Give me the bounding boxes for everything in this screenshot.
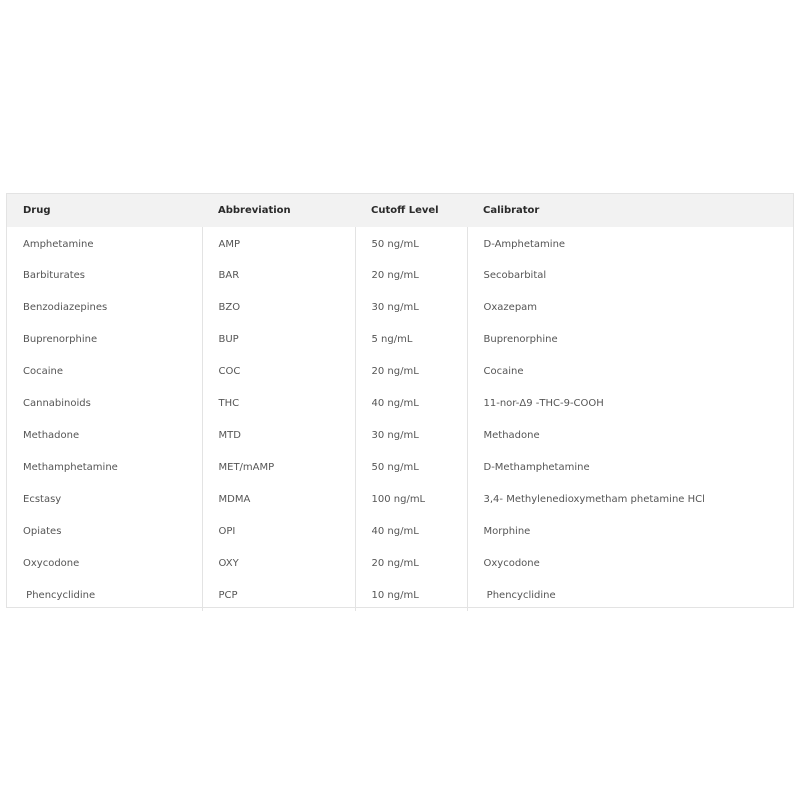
header-cutoff-level: Cutoff Level [371,205,439,216]
table-row [7,451,793,483]
cell-cutoff: 50 ng/mL [355,227,467,259]
cell-drug: Ecstasy [23,493,62,505]
cell-abbreviation: COC [202,355,355,387]
cell-cutoff: 30 ng/mL [355,291,467,323]
cell-calibrator: Phencyclidine [467,579,793,611]
cell-abbreviation: OXY [202,547,355,579]
cell-drug: Cocaine [23,365,63,377]
table-header [7,194,793,227]
cell-abbreviation: BUP [202,323,355,355]
header-abbreviation: Abbreviation [218,205,291,216]
cell-calibrator: Oxycodone [467,547,793,579]
cell-calibrator: Oxazepam [467,291,793,323]
cell-cutoff: 40 ng/mL [355,515,467,547]
cell-cutoff: 100 ng/mL [355,483,467,515]
table-row [7,355,793,387]
table-row [7,387,793,419]
cell-cutoff: 20 ng/mL [355,259,467,291]
cell-calibrator: Methadone [467,419,793,451]
cell-drug: Buprenorphine [23,333,98,345]
cell-drug: Cannabinoids [23,397,91,409]
cell-calibrator: Secobarbital [467,259,793,291]
drug-cutoff-table [6,193,794,608]
cell-cutoff: 20 ng/mL [355,547,467,579]
cell-cutoff: 40 ng/mL [355,387,467,419]
cell-abbreviation: OPI [202,515,355,547]
table-row [7,227,793,259]
table-row [7,483,793,515]
cell-abbreviation: PCP [202,579,355,611]
cell-calibrator: D-Amphetamine [467,227,793,259]
cell-drug: Barbiturates [23,269,86,281]
cell-abbreviation: BZO [202,291,355,323]
cell-drug: Oxycodone [23,557,80,569]
table-row [7,515,793,547]
cell-drug: Opiates [23,525,62,537]
cell-abbreviation: MTD [202,419,355,451]
cell-abbreviation: BAR [202,259,355,291]
cell-drug: Methadone [23,429,80,441]
table-row [7,259,793,291]
cell-abbreviation: AMP [202,227,355,259]
table-row [7,579,793,611]
table-row [7,323,793,355]
cell-cutoff: 20 ng/mL [355,355,467,387]
header-calibrator: Calibrator [483,205,540,216]
cell-cutoff: 30 ng/mL [355,419,467,451]
cell-drug: Phencyclidine [23,589,96,601]
table-row [7,419,793,451]
cell-calibrator: Buprenorphine [467,323,793,355]
cell-calibrator: Cocaine [467,355,793,387]
cell-abbreviation: THC [202,387,355,419]
header-row [7,194,793,227]
cell-drug: Benzodiazepines [23,301,108,313]
cell-calibrator: 3,4- Methylenedioxymetham phetamine HCl [467,483,793,515]
cell-abbreviation: MET/mAMP [202,451,355,483]
table [7,194,793,611]
cell-abbreviation: MDMA [202,483,355,515]
table-row [7,291,793,323]
table-row [7,547,793,579]
cell-calibrator: D-Methamphetamine [467,451,793,483]
cell-drug: Methamphetamine [23,461,118,473]
cell-calibrator: Morphine [467,515,793,547]
cell-calibrator: 11-nor-Δ9 -THC-9-COOH [467,387,793,419]
cell-drug: Amphetamine [23,238,94,250]
cell-cutoff: 5 ng/mL [355,323,467,355]
table-body [7,227,793,611]
header-drug: Drug [23,205,51,216]
cell-cutoff: 10 ng/mL [355,579,467,611]
cell-cutoff: 50 ng/mL [355,451,467,483]
